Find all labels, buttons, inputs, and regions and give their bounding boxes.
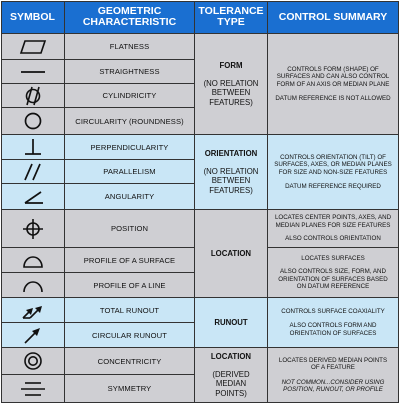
- characteristic-parallelism: [65, 160, 195, 184]
- characteristic-flatness: [65, 34, 195, 60]
- tolerance-type-label: FORM: [219, 61, 243, 70]
- tolerance-type-location-derived: [195, 348, 268, 403]
- characteristic-label: STRAIGHTNESS: [99, 67, 160, 76]
- symbol-cell-profile-surface: [1, 248, 65, 273]
- summary-line: DATUM REFERENCE IS NOT ALLOWED: [275, 94, 391, 102]
- tolerance-type-runout: [195, 298, 268, 348]
- crosshair-circle-icon: [15, 216, 51, 242]
- characteristic-label: PARALLELISM: [103, 167, 156, 176]
- characteristic-profile-surface: [65, 248, 195, 273]
- symbol-cell-profile-line: [1, 273, 65, 298]
- symbol-cell-circularity: [1, 108, 65, 135]
- concentric-circles-icon: [15, 349, 51, 373]
- parallelogram-icon: [15, 37, 51, 57]
- open-arc-icon: [15, 274, 51, 296]
- characteristic-profile-line: [65, 273, 195, 298]
- characteristic-circularity: [65, 108, 195, 135]
- summary-line: ALSO CONTROLS SIZE, FORM, AND ORIENTATION OF SURFACES BASED ON DATUM REFERENCE: [278, 268, 388, 290]
- header-characteristic-label: GEOMETRIC CHARACTERISTIC: [82, 5, 177, 28]
- summary-line: ALSO CONTROLS ORIENTATION: [285, 235, 381, 243]
- header-symbol: [1, 1, 65, 34]
- summary-line: LOCATES CENTER POINTS, AXES, AND MEDIAN PLANES FOR SIZE FEATURES: [274, 214, 392, 229]
- symbol-cell-flatness: [1, 34, 65, 60]
- symbol-cell-symmetry: [1, 375, 65, 403]
- characteristic-circular-runout: [65, 323, 195, 348]
- tolerance-type-label: RUNOUT: [214, 317, 248, 327]
- summary-line: ALSO CONTROLS FORM AND ORIENTATION OF SURFACES: [289, 322, 377, 337]
- characteristic-label: TOTAL RUNOUT: [99, 305, 160, 315]
- cylindricity-icon: [15, 85, 51, 107]
- tolerance-type-label: LOCATION: [210, 248, 252, 258]
- summary-line: CONTROLS ORIENTATION (TILT) OF SURFACES, AXES, OR MEDIAN PLANES FOR SIZE AND NON-SIZE FEATURES: [274, 153, 392, 176]
- control-summary-position: [268, 210, 399, 248]
- control-summary-runout: [268, 298, 399, 348]
- characteristic-label: FLATNESS: [109, 42, 150, 51]
- symmetry-lines-icon: [15, 378, 51, 400]
- characteristic-perpendicularity: [65, 135, 195, 160]
- header-symbol-label: SYMBOL: [10, 10, 55, 23]
- characteristic-label: PROFILE OF A LINE: [93, 280, 166, 290]
- tolerance-type-form: [195, 34, 268, 135]
- tolerance-type-label: LOCATION: [210, 352, 252, 361]
- summary-line: LOCATES DERIVED MEDIAN POINTS OF A FEATURE: [278, 356, 388, 372]
- characteristic-concentricity: [65, 348, 195, 375]
- closed-arc-icon: [15, 249, 51, 271]
- parallel-lines-icon: [15, 161, 51, 183]
- summary-line: LOCATES SURFACES: [301, 254, 365, 262]
- tolerance-type-note: (DERIVED MEDIAN POINTS): [212, 369, 250, 398]
- symbol-cell-perpendicularity: [1, 135, 65, 160]
- summary-line: CONTROLS FORM (SHAPE) OF SURFACES AND CAN ALSO CONTROL FORM OF AN AXIS OR MEDIAN PLANE: [276, 65, 390, 88]
- control-summary-orientation: [268, 135, 399, 210]
- horizontal-line-icon: [15, 62, 51, 82]
- characteristic-label: CONCENTRICITY: [97, 356, 162, 366]
- tolerance-type-location: [195, 210, 268, 298]
- perpendicular-icon: [15, 136, 51, 158]
- characteristic-cylindricity: [65, 84, 195, 108]
- summary-line: CONTROLS SURFACE COAXIALITY: [281, 307, 385, 315]
- characteristic-label: CYLINDRICITY: [102, 91, 157, 100]
- header-tolerance: [195, 1, 268, 34]
- control-summary-form: [268, 34, 399, 135]
- header-characteristic: [65, 1, 195, 34]
- symbol-cell-angularity: [1, 184, 65, 210]
- tolerance-type-note: (NO RELATION BETWEEN FEATURES): [203, 78, 259, 107]
- characteristic-label: CIRCULAR RUNOUT: [92, 330, 167, 340]
- control-summary-profile: [268, 248, 399, 298]
- symbol-cell-concentricity: [1, 348, 65, 375]
- single-arrow-icon: [15, 324, 51, 346]
- circle-icon: [15, 110, 51, 132]
- characteristic-position: [65, 210, 195, 248]
- symbol-cell-position: [1, 210, 65, 248]
- summary-line: DATUM REFERENCE REQUIRED: [285, 182, 381, 190]
- characteristic-label: CIRCULARITY (ROUNDNESS): [75, 116, 184, 126]
- symbol-cell-cylindricity: [1, 84, 65, 108]
- tolerance-type-orientation: [195, 135, 268, 210]
- angle-icon: [15, 186, 51, 208]
- characteristic-label: ANGULARITY: [104, 192, 155, 201]
- characteristic-angularity: [65, 184, 195, 210]
- characteristic-label: PROFILE OF A SURFACE: [83, 255, 176, 265]
- symbol-cell-circular-runout: [1, 323, 65, 348]
- double-arrow-icon: [15, 299, 51, 321]
- symbol-cell-parallelism: [1, 160, 65, 184]
- header-summary: [268, 1, 399, 34]
- symbol-cell-total-runout: [1, 298, 65, 323]
- header-tolerance-label: TOLERANCE TYPE: [198, 5, 264, 28]
- header-summary-label: CONTROL SUMMARY: [278, 10, 388, 23]
- gdt-symbol-chart: [1, 1, 399, 403]
- characteristic-label: PERPENDICULARITY: [90, 142, 169, 152]
- characteristic-label: SYMMETRY: [107, 384, 152, 393]
- characteristic-straightness: [65, 60, 195, 84]
- control-summary-concentricity: [268, 348, 399, 403]
- characteristic-symmetry: [65, 375, 195, 403]
- characteristic-total-runout: [65, 298, 195, 323]
- summary-note: NOT COMMON...CONSIDER USING POSITION, RUNOUT, OR PROFILE: [281, 378, 385, 393]
- tolerance-type-note: (NO RELATION BETWEEN FEATURES): [203, 166, 259, 195]
- tolerance-type-label: ORIENTATION: [204, 149, 258, 158]
- symbol-cell-straightness: [1, 60, 65, 84]
- characteristic-label: POSITION: [110, 224, 149, 233]
